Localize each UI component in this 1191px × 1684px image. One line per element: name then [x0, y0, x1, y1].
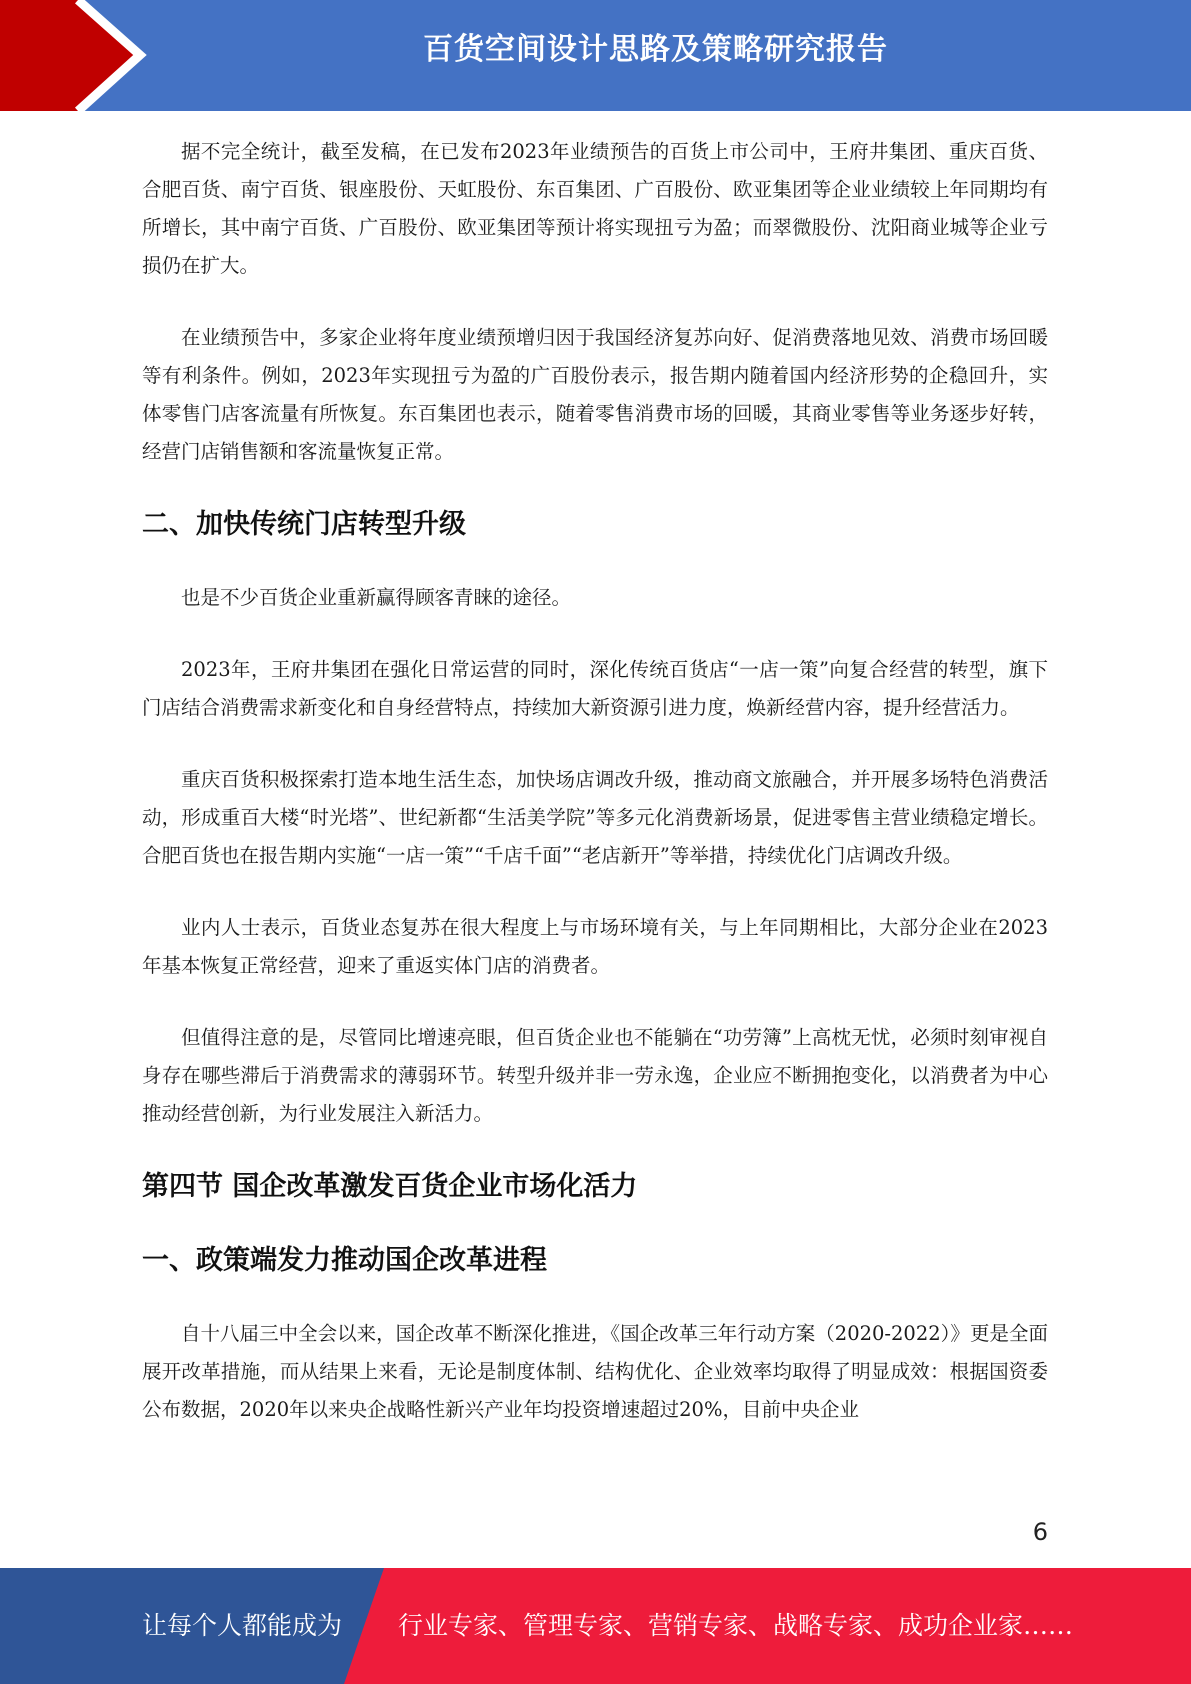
paragraph-8: 自十八届三中全会以来，国企改革不断深化推进，《国企改革三年行动方案（2020-2022）》更是全面展开改革措施，而从结果上来看，无论是制度体制、结构优化、企业效率均取得了明显成效：根据国资委公布数据，2020年以来央企战略性新兴产业年均投资增速超过20%，目前中央企业: [142, 1322, 1048, 1421]
chapter-heading-soe-reform: 第四节 国企改革激发百货企业市场化活力: [142, 1171, 638, 1202]
footer-slogan-left: 让每个人都能成为: [142, 1611, 343, 1640]
footer-slogan-right: 行业专家、管理专家、营销专家、战略专家、成功企业家……: [398, 1611, 1074, 1640]
page-number: 6: [1032, 1518, 1048, 1546]
paragraph-1: 据不完全统计，截至发稿，在已发布2023年业绩预告的百货上市公司中，王府井集团、重庆百货、合肥百货、南宁百货、银座股份、天虹股份、东百集团、广百股份、欧亚集团等企业业绩较上年同期均有所增长，其中南宁百货、广百股份、欧亚集团等预计将实现扭亏为盈；而翠微股份、沈阳商业城等企业亏损仍在扩大。: [142, 140, 1048, 277]
paragraph-3: 也是不少百货企业重新赢得顾客青睐的途径。: [181, 586, 572, 609]
paragraph-7: 但值得注意的是，尽管同比增速亮眼，但百货企业也不能躺在“功劳簿”上高枕无忧，必须时刻审视自身存在哪些滞后于消费需求的薄弱环节。转型升级并非一劳永逸，企业应不断拥抱变化，以消费者为中心推动经营创新，为行业发展注入新活力。: [142, 1026, 1048, 1125]
document-body: [142, 133, 1048, 1463]
paragraph-2: 在业绩预告中，多家企业将年度业绩预增归因于我国经济复苏向好、促消费落地见效、消费市场回暖等有利条件。例如，2023年实现扭亏为盈的广百股份表示，报告期内随着国内经济形势的企稳回升，实体零售门店客流量有所恢复。东百集团也表示，随着零售消费市场的回暖，其商业零售等业务逐步好转，经营门店销售额和客流量恢复正常。: [142, 326, 1048, 463]
section-heading-policy: 一、政策端发力推动国企改革进程: [142, 1245, 547, 1276]
paragraph-5: 重庆百货积极探索打造本地生活生态，加快场店调改升级，推动商文旅融合，并开展多场特色消费活动，形成重百大楼“时光塔”、世纪新都“生活美学院”等多元化消费新场景，促进零售主营业绩稳定增长。合肥百货也在报告期内实施“一店一策”“千店千面”“老店新开”等举措，持续优化门店调改升级。: [142, 768, 1048, 867]
paragraph-4: 2023年，王府井集团在强化日常运营的同时，深化传统百货店“一店一策”向复合经营的转型，旗下门店结合消费需求新变化和自身经营特点，持续加大新资源引进力度，焕新经营内容，提升经营活力。: [142, 658, 1048, 719]
page-footer: [0, 1568, 1191, 1684]
report-title: 百货空间设计思路及策略研究报告: [423, 32, 888, 67]
page-header: [0, 0, 1191, 111]
section-heading-transform: 二、加快传统门店转型升级: [142, 509, 466, 540]
paragraph-6: 业内人士表示，百货业态复苏在很大程度上与市场环境有关，与上年同期相比，大部分企业在2023年基本恢复正常经营，迎来了重返实体门店的消费者。: [142, 916, 1048, 977]
